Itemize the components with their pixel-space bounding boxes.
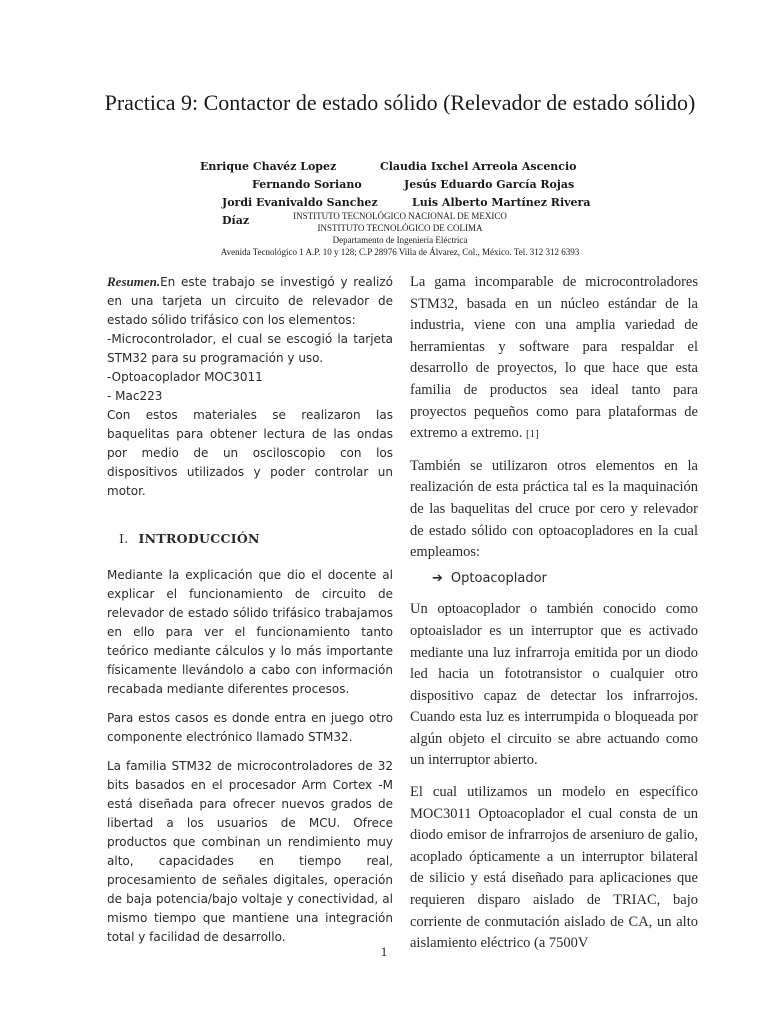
body-paragraph: Para estos casos es donde entra en juego otro componente electrónico llamado STM32.	[107, 711, 393, 744]
affiliation-address: Avenida Tecnológico 1 A.P. 10 y 128; C.P 28976 Villa de Álvarez, Col., México. Tel. 312 312 6393	[220, 247, 580, 257]
body-paragraph	[410, 272, 698, 446]
bullet-item	[432, 568, 698, 590]
page-number: 1	[380, 944, 388, 959]
author-row	[200, 158, 620, 176]
abstract-item: -Optoacoplador MOC3011	[107, 370, 263, 384]
abstract-item: -Microcontrolador, el cual se escogió la tarjeta STM32 para su programación y uso.	[107, 332, 393, 365]
section-heading	[119, 529, 393, 548]
author-name: Jordi Evanivaldo Sanchez Díaz	[222, 196, 378, 227]
arrow-icon: ➔	[432, 570, 443, 586]
paragraph-text: La gama incomparable de microcontroladores STM32, basada en un núcleo estándar de la industria, viene con una amplia variedad de herramientas y software para respaldar el desarrollo de proyectos, lo que hace que esta familia de productos sea ideal tanto para proyectos pequeños como para plataformas de extremo a extremo.	[410, 274, 698, 442]
right-column	[410, 272, 698, 955]
affiliation-line: INSTITUTO TECNOLÓGICO NACIONAL DE MEXICO	[293, 211, 507, 221]
abstract-text: En este trabajo se investigó y realizó en una tarjeta un circuito de relevador de estado sólido trifásico con los elementos:	[107, 275, 393, 327]
author-name: Enrique Chavéz Lopez	[200, 160, 337, 173]
author-name: Luis Alberto Martínez Rivera	[412, 196, 591, 209]
bullet-text: Optoacoplador	[450, 570, 547, 586]
body-paragraph: La familia STM32 de microcontroladores de 32 bits basados en el procesador Arm Cortex -M está diseñada para ofrecer nuevos grados de libertad a los usuarios de MCU. Ofrece productos que combinan un rendimiento muy alto, capacidades en tiempo real, procesamiento de señales digitales, operación de baja potencia/bajo voltaje y conectividad, al mismo tiempo que mantiene una integración total y facilidad de desarrollo.	[107, 759, 393, 944]
paper-title: Practica 9: Contactor de estado sólido (Relevador de estado sólido)	[104, 90, 696, 115]
body-paragraph: Un optoacoplador o también conocido como optoaislador es un interruptor que es activado mediante una luz infrarroja emitida por un diodo led hacia un fototransistor o cualquier otro dispositivo capaz de detectar los infrarrojos. Cuando esta luz es interrumpida o bloqueada por algún objeto el circuito se abre actuando como un interruptor abierto.	[410, 601, 698, 769]
affiliation-line: Departamento de Ingeniería Eléctrica	[332, 235, 468, 245]
abstract-item: - Mac223	[107, 389, 163, 403]
affiliation-line: INSTITUTO TECNOLÓGICO DE COLIMA	[317, 223, 483, 233]
author-name: Jesús Eduardo García Rojas	[404, 178, 575, 191]
author-row	[200, 176, 620, 194]
body-paragraph: También se utilizaron otros elementos en la realización de esta práctica tal es la maquinación de las baquelitas del cruce por cero y relevador de estado sólido con optoacopladores en la cual empleamos:	[410, 457, 698, 561]
section-number: I.	[119, 531, 129, 546]
author-name: Claudia Ixchel Arreola Ascencio	[380, 160, 577, 173]
abstract-paragraph	[107, 272, 393, 330]
abstract-label: Resumen.	[107, 274, 161, 289]
body-paragraph: Mediante la explicación que dio el docente al explicar el funcionamiento de circuito de relevador de estado sólido trifásico trabajamos en ello para ver el funcionamiento tanto teórico mediante cálculos y lo más importante físicamente llevándolo a cabo con información recabada mediante diferentes procesos.	[107, 568, 393, 696]
affiliation-block	[150, 210, 650, 258]
abstract-closing: Con estos materiales se realizaron las baquelitas para obtener lectura de las ondas por medio de un osciloscopio con los dispositivos utilizados y poder controlar un motor.	[107, 408, 393, 498]
citation-ref: [1]	[525, 428, 539, 441]
body-paragraph: El cual utilizamos un modelo en específico MOC3011 Optoacoplador el cual consta de un diodo emisor de infrarrojos de arseniuro de galio, acoplado ópticamente a un interruptor bilateral de silicio y está diseñado para aplicaciones que requieren disparo aislado de TRIAC, bajo corriente de conmutación aislado de CA, un alto aislamiento eléctrico (a 7500V	[410, 784, 698, 952]
left-column	[107, 272, 393, 947]
author-name: Fernando Soriano	[252, 178, 362, 191]
section-title: INTRODUCCIÓN	[138, 531, 260, 546]
